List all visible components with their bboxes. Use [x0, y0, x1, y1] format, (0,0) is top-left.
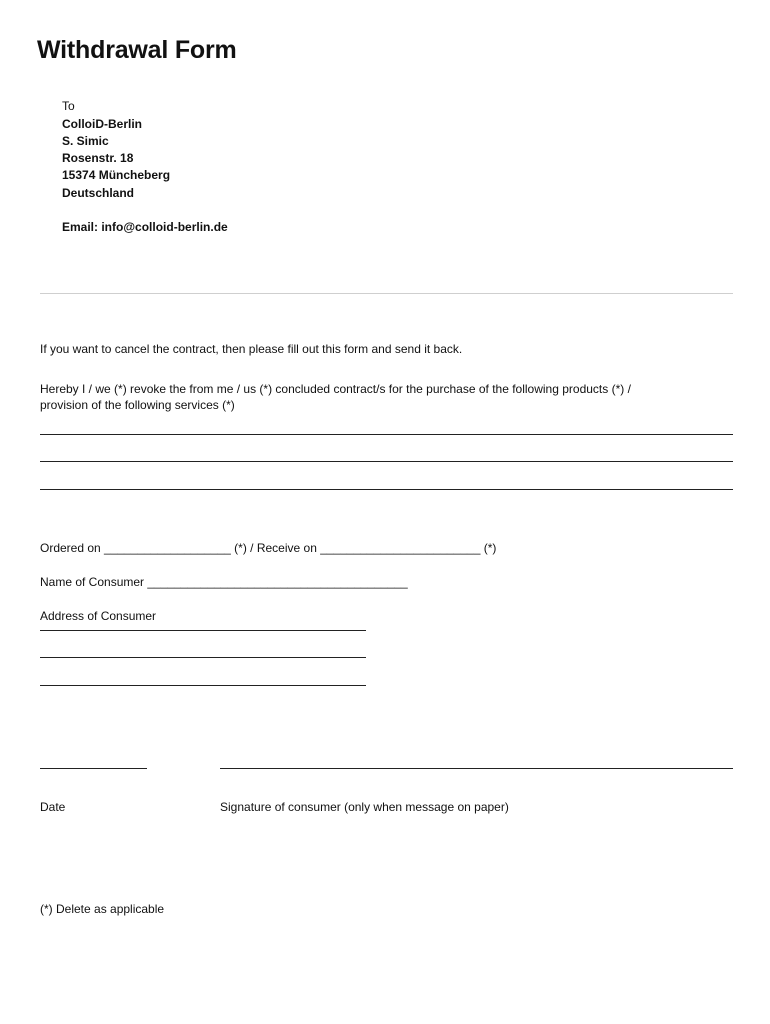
footnote: (*) Delete as applicable	[40, 902, 165, 916]
page-title: Withdrawal Form	[37, 36, 237, 64]
ordered-received-line: Ordered on ___________________ (*) / Receive on ________________________ (*)	[40, 541, 497, 555]
recipient-company: ColloiD-Berlin	[62, 117, 142, 131]
intro-text: If you want to cancel the contract, then please fill out this form and send it back.	[40, 342, 463, 356]
section-divider	[40, 293, 733, 294]
signature-label: Signature of consumer (only when message on paper)	[220, 800, 509, 814]
recipient-contact: S. Simic	[62, 134, 109, 148]
products-entry-line-3[interactable]	[40, 489, 733, 490]
products-entry-line-2[interactable]	[40, 461, 733, 462]
address-entry-line-3[interactable]	[40, 685, 366, 686]
products-entry-line-1[interactable]	[40, 434, 733, 435]
consumer-name-line: Name of Consumer _______________________________________	[40, 575, 408, 589]
signature-entry-line[interactable]	[220, 768, 733, 769]
recipient-street: Rosenstr. 18	[62, 151, 134, 165]
recipient-email: Email: info@colloid-berlin.de	[62, 220, 228, 234]
address-label: Address of Consumer	[40, 609, 157, 623]
revoke-text-line-2: provision of the following services (*)	[40, 398, 235, 412]
revoke-text-line-1: Hereby I / we (*) revoke the from me / us (*) concluded contract/s for the purchase of the following products (*) /	[40, 382, 631, 396]
recipient-country: Deutschland	[62, 186, 135, 200]
address-entry-line-2[interactable]	[40, 657, 366, 658]
date-entry-line[interactable]	[40, 768, 147, 769]
date-label: Date	[40, 800, 66, 814]
address-entry-line-1[interactable]	[40, 630, 366, 631]
recipient-city: 15374 Müncheberg	[62, 168, 171, 182]
to-label: To	[62, 99, 75, 113]
